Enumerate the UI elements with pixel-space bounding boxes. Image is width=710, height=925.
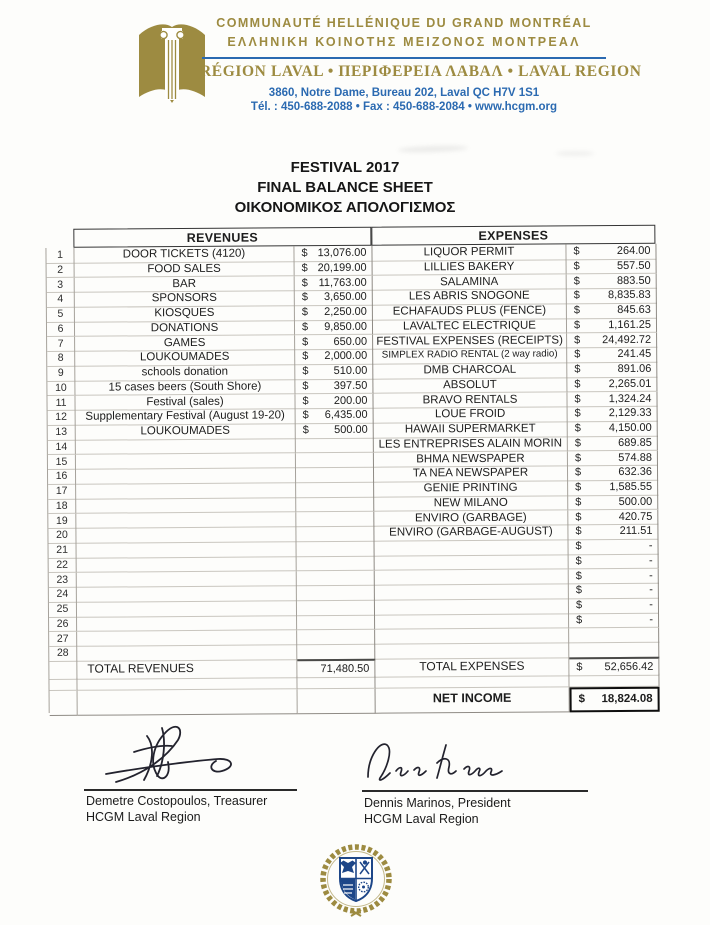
expense-amount: 632.36 [618,466,653,479]
currency-sign: $ [574,422,581,435]
currency-sign: $ [301,306,309,319]
currency-sign: $ [302,394,309,407]
row-number: 18 [48,499,76,515]
expense-amount: 891.06 [617,362,652,376]
region-line: RÉGION LAVAL • ΠΕΡΙΦΕΡΕΙΑ ΛΑΒΑΛ • LAVAL REGION [200,63,642,80]
expense-amount: - [648,554,653,567]
table-body [45,244,660,661]
currency-sign: $ [575,540,582,553]
balance-table [45,225,660,713]
expense-amount-cell [567,317,657,333]
expense-item-label: ENVIRO (GARBAGE-AUGUST) [374,525,568,542]
revenue-amount: 2,250.00 [324,305,367,319]
revenue-amount-cell [297,600,375,616]
expense-item-label: BHMA NEWSPAPER [374,451,568,468]
currency-sign: $ [573,245,580,258]
revenue-item-label: LOUKOUMADES [75,350,295,367]
currency-sign: $ [575,481,582,494]
revenue-item-label: schools donation [75,364,295,381]
expense-amount: - [649,598,653,611]
expense-item-label: TA NEA NEWSPAPER [374,466,568,483]
revenue-amount-cell [295,334,373,350]
currency-sign: $ [576,614,583,627]
net-income-amount-cell [570,687,660,713]
revenue-item-label: BAR [75,276,295,293]
currency-sign: $ [578,693,586,706]
expense-amount-cell [568,480,658,496]
currency-sign: $ [575,599,583,612]
revenues-header: REVENUES [73,227,371,248]
total-expenses-label: TOTAL EXPENSES [375,657,569,677]
expense-amount-cell [568,509,658,525]
expense-item-label: DMB CHARCOAL [373,362,567,379]
revenue-amount-cell [295,378,373,394]
expense-amount-cell [567,362,657,378]
title-line-1: FESTIVAL 2017 [290,159,400,176]
expense-item-label: LES ABRIS SNOGONE [373,289,567,306]
row-number: 1 [46,248,74,264]
row-number: 21 [49,543,77,559]
expense-amount: 8,835.83 [607,289,651,302]
expense-amount: 689.85 [618,436,652,449]
expense-amount-cell [568,435,658,451]
currency-sign: $ [302,424,309,437]
revenue-amount-cell [297,570,375,586]
president-name: Dennis Marinos, President [364,796,511,810]
row-number: 15 [48,454,76,470]
revenue-amount-cell [295,260,373,276]
revenue-amount-cell [295,393,373,409]
currency-sign: $ [574,378,581,391]
currency-sign: $ [301,247,308,260]
revenue-amount-cell [297,585,375,601]
currency-sign: $ [574,451,582,464]
currency-sign: $ [575,584,583,597]
currency-sign: $ [301,261,308,274]
revenue-amount-cell [296,496,374,512]
revenue-item-label: DOOR TICKETS (4120) [74,246,294,263]
revenue-amount-cell [295,364,373,380]
currency-sign: $ [302,409,309,422]
revenue-amount-cell [295,275,373,291]
currency-sign: $ [301,320,309,333]
row-number: 7 [47,336,75,352]
expense-amount-cell [567,347,657,363]
expense-amount-cell [568,524,658,540]
row-number: 27 [49,631,77,647]
expense-item-label: HAWAII SUPERMARKET [374,421,568,438]
expense-item-label: LOUE FROID [374,407,568,424]
currency-sign: $ [574,437,581,450]
expense-amount: 211.51 [619,525,653,538]
letterhead-divider [202,57,606,59]
address-line: 3860, Notre Dame, Bureau 202, Laval QC H7V 1S1 [268,87,540,99]
expense-amount: 241.45 [617,348,652,361]
expense-item-label: NEW MILANO [374,495,568,512]
revenue-item-label: KIOSQUES [75,305,295,322]
currency-sign: $ [574,333,581,346]
row-number: 13 [48,425,76,441]
expense-item-label: FESTIVAL EXPENSES (RECEIPTS) [373,333,567,350]
treasurer-signature-line [84,789,297,791]
revenue-amount-cell [296,541,374,557]
row-number: 16 [48,469,76,485]
expense-amount: 264.00 [616,244,651,258]
expense-item-label: ENVIRO (GARBAGE) [374,510,568,527]
org-name-french: COMMUNAUTÉ HELLÉNIQUE DU GRAND MONTRÉAL [216,16,592,30]
expense-item-label: SALAMINA [373,274,567,291]
revenue-amount-cell [295,305,373,321]
expense-amount: 2,265.01 [608,377,652,390]
currency-sign: $ [301,276,308,289]
expense-amount: - [648,539,653,552]
revenue-amount-cell [294,246,372,262]
expense-item-label: LILLIES BAKERY [373,259,567,276]
revenue-amount-cell [296,452,374,468]
expense-item-label: ABSOLUT [373,377,567,394]
currency-sign: $ [576,661,583,674]
expense-amount-cell [568,465,658,481]
expense-amount: 883.50 [616,274,651,287]
expense-amount-cell [567,258,657,274]
expense-amount: 1,585.55 [609,480,653,494]
expense-amount-cell [569,568,659,584]
row-number: 20 [48,528,76,544]
revenue-amount: 20,199.00 [317,261,367,274]
revenue-item-label: SPONSORS [75,291,295,308]
revenue-amount-cell [296,423,374,439]
expense-amount-cell [566,244,656,260]
net-income-row [49,687,661,713]
revenue-item-label: 15 cases beers (South Shore) [75,379,295,396]
row-number: 5 [47,307,75,323]
row-number: 14 [48,440,76,456]
revenue-amount-cell [297,614,375,630]
expense-amount: 2,129.33 [608,407,652,420]
revenue-amount-cell [296,482,374,498]
president-signature [360,733,570,791]
net-income-label: NET INCOME [376,687,570,713]
president-signature-line [362,790,588,792]
org-name-greek: ΕΛΛΗΝΙΚΗ ΚΟΙΝΟΤΗΣ ΜΕΙΖΟΝΟΣ ΜΟΝΤΡΕΑΛ [227,35,581,49]
expense-amount-cell [569,553,659,569]
expense-item-label: BRAVO RENTALS [373,392,567,409]
currency-sign: $ [574,363,581,376]
revenue-amount: 397.50 [333,379,368,392]
total-expenses-amount: 52,656.42 [604,660,654,674]
revenue-amount-cell [295,319,373,335]
expense-amount-cell [567,303,657,319]
revenue-amount-cell [296,511,374,527]
revenue-amount-cell [296,437,374,453]
hellenic-community-crest [318,842,394,922]
expense-amount: 557.50 [616,259,651,272]
currency-sign: $ [574,348,581,361]
total-revenues-label: TOTAL REVENUES [77,659,297,680]
treasurer-org: HCGM Laval Region [86,810,201,824]
row-number: 17 [48,484,76,500]
currency-sign: $ [574,392,581,405]
contact-line: Tél. : 450-688-2088 • Fax : 450-688-2084 • www.hcgm.org [250,101,558,113]
row-number: 28 [49,646,77,662]
revenue-item-label: Festival (sales) [75,394,295,411]
revenue-amount: 650.00 [333,335,368,348]
currency-sign: $ [574,466,582,479]
revenue-amount: 13,076.00 [317,246,367,260]
revenue-amount: 200.00 [333,394,368,407]
revenue-amount-cell [296,408,374,424]
expense-item-label: ECHAFAUDS PLUS (FENCE) [373,303,567,320]
expense-amount-cell [567,288,657,304]
revenue-amount: 9,850.00 [324,320,368,333]
expense-item-label: GENIE PRINTING [374,480,568,497]
revenue-item-label: GAMES [75,335,295,352]
expense-amount: 24,492.72 [602,333,652,346]
expense-amount-cell [569,612,659,628]
revenue-item-label: LOUKOUMADES [76,423,296,440]
expenses-header: EXPENSES [371,225,655,246]
title-line-2: FINAL BALANCE SHEET [257,179,433,196]
revenue-amount: 3,650.00 [323,291,367,304]
row-number: 12 [48,410,76,426]
expense-amount: - [649,613,654,626]
treasurer-signature [100,716,310,794]
expense-amount: 500.00 [618,495,653,508]
expense-amount-cell [567,332,657,348]
title-line-3: ΟΙΚΟΝΟΜΙΚΟΣ ΑΠΟΛΟΓΙΣΜΟΣ [234,199,456,216]
header-blank-cell [45,229,73,248]
revenue-amount-cell [297,629,375,645]
row-number: 4 [47,292,75,308]
currency-sign: $ [302,365,309,378]
scan-smudge [556,151,594,156]
letterhead [200,14,642,114]
revenue-amount: 510.00 [333,364,368,377]
row-number: 8 [47,351,75,367]
row-number: 9 [47,366,75,382]
expense-amount: 845.63 [617,303,651,317]
currency-sign: $ [575,569,582,582]
currency-sign: $ [573,319,581,332]
revenue-item-label: DONATIONS [75,320,295,337]
expense-amount-cell [568,539,658,555]
row-number: 26 [49,617,77,633]
currency-sign: $ [575,510,582,523]
revenue-amount: 500.00 [334,423,368,436]
currency-sign: $ [573,260,580,273]
expense-amount-cell [569,583,659,599]
currency-sign: $ [302,379,309,392]
currency-sign: $ [574,407,581,420]
currency-sign: $ [575,496,582,509]
currency-sign: $ [302,350,309,363]
revenue-item-label: FOOD SALES [75,261,295,278]
row-number: 10 [47,381,75,397]
expense-amount-cell [568,450,658,466]
expense-amount-cell [568,406,658,422]
revenue-amount: 2,000.00 [324,350,368,363]
row-number: 3 [47,277,75,293]
revenue-amount-cell [297,555,375,571]
row-number: 24 [49,587,77,603]
expense-amount-cell [567,273,657,289]
expense-amount: 4,150.00 [608,421,652,435]
revenue-amount-cell [297,644,375,660]
row-number: 25 [49,602,77,618]
expense-amount-cell [569,598,659,614]
currency-sign: $ [575,555,582,568]
currency-sign: $ [573,304,581,317]
expense-amount-cell [567,391,657,407]
revenue-amount-cell [295,349,373,365]
currency-sign: $ [573,274,580,287]
expense-item-label: SIMPLEX RADIO RENTAL (2 way radio) [373,348,567,365]
row-number: 19 [48,513,76,529]
president-caption [364,795,511,827]
expense-amount-cell [569,642,659,658]
row-number: 11 [47,395,75,411]
revenue-amount: 6,435.00 [324,409,368,422]
currency-sign: $ [573,289,580,302]
expense-amount-cell [568,421,658,437]
currency-sign: $ [302,335,309,348]
expense-amount: 420.75 [618,510,653,523]
expense-amount-cell [569,627,659,643]
expense-amount-cell [567,376,657,392]
revenue-item-label: Supplementary Festival (August 19-20) [76,409,296,426]
document-title [20,158,670,218]
revenue-amount-cell [296,526,374,542]
row-number: 23 [49,572,77,588]
treasurer-name: Demetre Costopoulos, Treasurer [86,794,268,808]
expense-amount: - [649,584,653,597]
revenue-amount-cell [295,290,373,306]
row-number: 2 [47,263,75,279]
row-number: 6 [47,322,75,338]
expense-item-label: LAVALTEC ELECTRIQUE [373,318,567,335]
total-revenues-amount: 71,480.50 [320,662,370,676]
scan-smudge [398,145,468,153]
expense-amount: 1,324.24 [608,392,652,405]
expense-amount: - [649,569,653,582]
currency-sign: $ [301,291,308,304]
expense-amount-cell [568,494,658,510]
currency-sign: $ [575,525,582,538]
net-income-amount: 18,824.08 [601,692,653,706]
expense-amount: 574.88 [618,451,652,464]
row-number: 22 [49,558,77,574]
president-org: HCGM Laval Region [364,812,479,826]
revenue-amount: 11,763.00 [318,276,367,289]
expense-amount: 1,161.25 [608,318,652,331]
revenue-amount-cell [296,467,374,483]
expense-item-label: LES ENTREPRISES ALAIN MORIN [374,436,568,453]
expense-item-label: LIQUOR PERMIT [372,244,566,261]
treasurer-caption [86,793,267,825]
